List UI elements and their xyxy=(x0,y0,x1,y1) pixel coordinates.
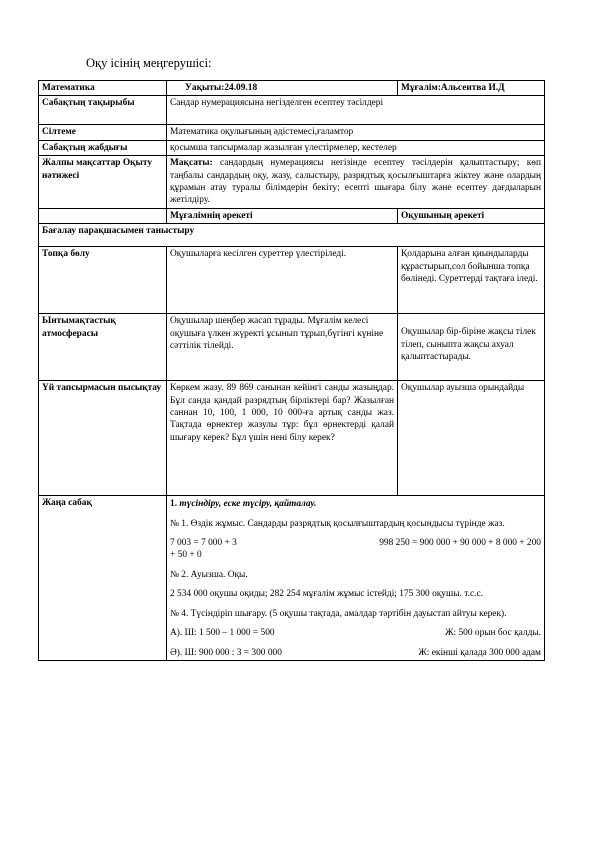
program-label: Сілтеме xyxy=(39,125,167,140)
homework-teacher: Көркем жазу. 89 869 санынан кейінгі санды жазыңдар. Бұл санда қандай разрядтың бірліктері бар? Жазылған саннан 10, 100, 1 000, 10 000-ға артық санды жаз. Тақтада өрнектер жазулы тұр: бұл өрнектерді қалай шығару керек? Бұл үшін нені білу керек? xyxy=(167,381,398,496)
task-4-text: № 4. Түсіндіріп шығару. (5 оқушы тақтада, амалдар тәртібін дауыстап айтуы керек). xyxy=(170,608,507,619)
task-4-answer-a xyxy=(170,627,541,639)
assessment-label: Бағалау парақшасымен таныстыру xyxy=(39,224,545,247)
teacher-name: Мұғалім:Альсеитва И.Д xyxy=(398,81,545,96)
new-lesson-content xyxy=(167,496,545,661)
topic-label: Сабақтың тақырыбы xyxy=(39,96,167,125)
activity-header-blank xyxy=(39,208,167,223)
task-2-text: № 2. Ауызша. Оқы. xyxy=(170,569,248,580)
lesson-plan-table xyxy=(38,80,545,661)
new-lesson-intro xyxy=(170,498,541,510)
answer-a-solution: А). Ш: 1 500 – 1 000 = 500 xyxy=(170,628,275,639)
goals-value-lead: Мақсаты: xyxy=(170,158,213,169)
equation-right: 998 250 = 900 000 + 90 000 + 8 000 + 200 xyxy=(379,538,541,549)
header-row xyxy=(39,81,545,96)
new-lesson-intro-text: түсіндіру, еске түсіру, қайталау. xyxy=(179,499,317,510)
task-1-text: № 1. Өздік жұмыс. Сандарды разрядтық қосылғыштардың қосындысы түрінде жаз. xyxy=(170,518,505,529)
page-heading: Оқу ісінің меңгерушісі: xyxy=(86,56,212,70)
program-value: Математика оқулығының әдістемесі,ғаламтор xyxy=(167,125,545,140)
topic-value: Сандар нумерациясына негізделген есептеу тәсілдері xyxy=(167,96,545,125)
new-lesson-row xyxy=(39,496,545,661)
task-1-equations xyxy=(170,537,541,549)
homework-row xyxy=(39,381,545,496)
goals-value xyxy=(167,156,545,209)
atmosphere-student: Оқушылар бір-біріне жақсы тілек тілеп, сыныпта жақсы ахуал қалыптастырады. xyxy=(398,314,545,381)
activity-header-row xyxy=(39,208,545,223)
goals-value-text: сандардың нумерациясы негізінде есептеу тәсілдерін қалыптастыру; көп таңбалы сандардың оқу, жазу, салыстыру, разрядтық қосылғыштарға жіктеу және олардың құрамын атау туралы білімдерін бекіту; есепті шығара білу және есептеу дағдыларын жетілдіру. xyxy=(170,158,541,206)
homework-label: Үй тапсырмасын пысықтау xyxy=(39,381,167,496)
new-lesson-label: Жаңа сабақ xyxy=(39,496,167,661)
answer-b-result: Ж: екінші қалада 300 000 адам xyxy=(418,647,541,658)
goals-row xyxy=(39,156,545,209)
lesson-date: Уақыты:24.09.18 xyxy=(167,81,398,96)
subject-label: Математика xyxy=(39,81,167,96)
grouping-label: Топқа бөлу xyxy=(39,247,167,314)
task-2-example: 2 534 000 оқушы оқиды; 282 254 мұғалім жұмыс істейді; 175 300 оқушы. т.с.с. xyxy=(170,589,483,600)
assessment-row xyxy=(39,224,545,247)
grouping-teacher: Оқушыларға кесілген суреттер үлестіріледі. xyxy=(167,247,398,314)
equipment-label: Сабақтың жабдығы xyxy=(39,140,167,155)
new-lesson-intro-num: 1. xyxy=(170,499,180,510)
atmosphere-label: Ынтымақтастық атмосферасы xyxy=(39,314,167,381)
student-activity-header: Оқушының әрекеті xyxy=(398,208,545,223)
task-4-answer-b xyxy=(170,647,541,659)
equation-continuation: + 50 + 0 xyxy=(170,550,202,561)
grouping-row xyxy=(39,247,545,314)
atmosphere-row xyxy=(39,314,545,381)
homework-student: Оқушылар ауызша орындайды xyxy=(398,381,545,496)
atmosphere-teacher: Оқушылар шеңбер жасап тұрады. Мұғалім келесі оқушыға үлкен жүректі ұсынып тұрып,бүгінгі күніне сәттілік тілейді. xyxy=(167,314,398,381)
equipment-value: қосымша тапсырмалар жазылған үлестірмелер, кестелер xyxy=(167,140,545,155)
grouping-student: Қолдарына алған қиындыларды құрастырып,сол бойынша топқа бөлінеді. Суреттерді тақтаға іледі. xyxy=(398,247,545,314)
topic-row xyxy=(39,96,545,125)
answer-b-solution: Ә). Ш: 900 000 : 3 = 300 000 xyxy=(170,647,282,658)
answer-a-result: Ж: 500 орын бос қалды. xyxy=(445,628,541,639)
program-row xyxy=(39,125,545,140)
equation-left: 7 003 = 7 000 + 3 xyxy=(170,538,237,549)
goals-label: Жалпы мақсаттар Оқыту нәтижесі xyxy=(39,156,167,209)
equipment-row xyxy=(39,140,545,155)
teacher-activity-header: Мұғалімнің әрекеті xyxy=(167,208,398,223)
